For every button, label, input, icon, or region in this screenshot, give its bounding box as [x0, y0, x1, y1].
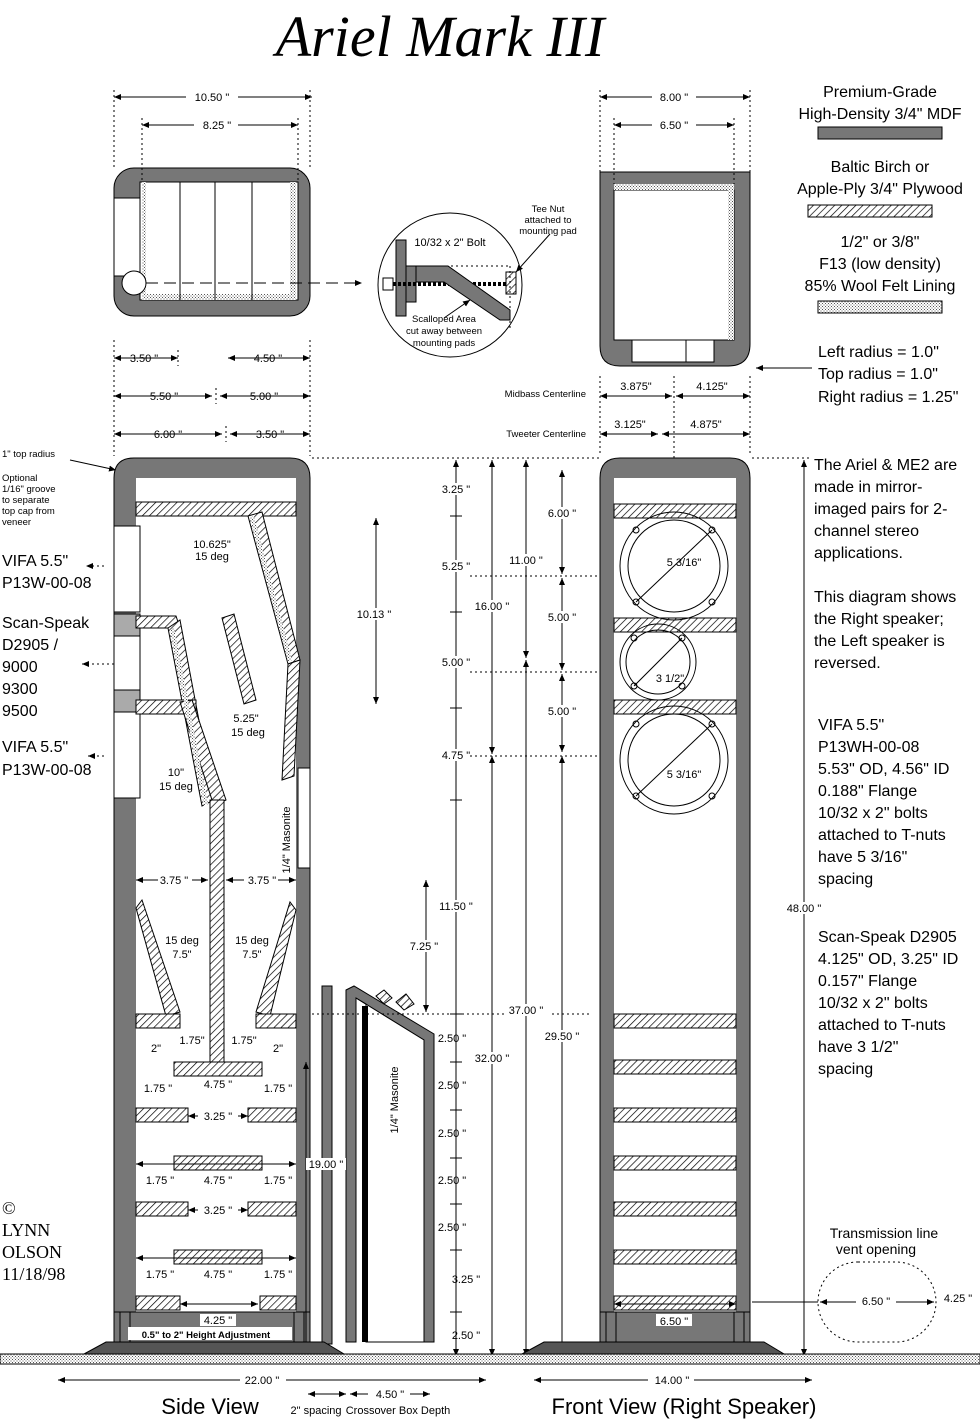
- vent-height: 4.25 ": [943, 1293, 973, 1305]
- legend-ply-2: Apple-Ply 3/4" Plywood: [797, 181, 963, 198]
- signature-date: 11/18/98: [2, 1264, 66, 1284]
- step-7: 2.50 ": [451, 1330, 481, 1342]
- driver-scan-5: 9500: [2, 703, 38, 720]
- dim-front-4125: 4.125": [696, 381, 728, 393]
- step-4: 2.50 ": [437, 1175, 467, 1187]
- note-mirror-5: applications.: [814, 545, 903, 562]
- dim-v-3200: 32.00 ": [474, 1053, 510, 1065]
- step-2: 2.50 ": [437, 1080, 467, 1092]
- width-375b: 3.75 ": [247, 875, 277, 887]
- midbass-centerline: Midbass Centerline: [504, 389, 586, 400]
- dim-side-450: 4.50 ": [253, 353, 283, 365]
- angle-a-1: 15 deg: [165, 935, 199, 947]
- side-view-label: Side View: [161, 1394, 259, 1419]
- legend-felt-2: F13 (low density): [819, 256, 941, 273]
- driver-scan-1: Scan-Speak: [2, 615, 90, 632]
- row2-mid: 3.25 ": [203, 1111, 233, 1123]
- vifa-spec-5: 10/32 x 2" bolts: [818, 805, 928, 822]
- side-top-view: [114, 168, 362, 316]
- angle-525-1: 5.25": [233, 713, 259, 725]
- angle-10-1: 10": [167, 767, 185, 779]
- row4-mid: 3.25 ": [203, 1205, 233, 1217]
- dim-v-3700: 37.00 ": [508, 1005, 544, 1017]
- row3-left: 1.75 ": [145, 1175, 175, 1187]
- driver-scan-3: 9000: [2, 659, 38, 676]
- row1-left: 1.75 ": [143, 1083, 173, 1095]
- masonite-crossover: 1/4" Masonite: [389, 1066, 401, 1134]
- scan-spec-1: Scan-Speak D2905: [818, 929, 957, 946]
- vifa-spec-4: 0.188" Flange: [818, 783, 918, 800]
- row5-right: 1.75 ": [263, 1269, 293, 1281]
- row1-mid: 4.75 ": [203, 1079, 233, 1091]
- legend-mdf-swatch: [818, 127, 942, 139]
- row3-mid: 4.75 ": [203, 1175, 233, 1187]
- radius-left: Left radius = 1.0": [818, 344, 939, 361]
- radius-top: Top radius = 1.0": [818, 366, 938, 383]
- two-inch-spacing: 2" spacing: [290, 1405, 342, 1417]
- front-view-cabinet: [600, 458, 750, 1354]
- scan-spec-5: attached to T-nuts: [818, 1017, 946, 1034]
- driver-vifa-top-2: P13W-00-08: [2, 575, 92, 592]
- floor: [0, 1354, 980, 1364]
- dim-bottom-1400: 14.00 ": [654, 1375, 690, 1387]
- legend-ply-swatch: [808, 205, 932, 217]
- driver-spacing-2: 3 1/2": [655, 673, 685, 685]
- signature-first: LYNN: [2, 1220, 51, 1240]
- dim-side-inner: 8.25 ": [202, 120, 232, 132]
- dim-v-4800: 48.00 ": [786, 903, 822, 915]
- dim-side-350b: 3.50 ": [255, 429, 285, 441]
- vifa-spec-1: VIFA 5.5": [818, 717, 885, 734]
- dim-front-outer: 8.00 ": [659, 92, 689, 104]
- driver-spacing-1: 5 3/16": [666, 557, 702, 569]
- vifa-spec-2: P13WH-00-08: [818, 739, 920, 756]
- vent-caption-1: Transmission line: [829, 1225, 939, 1241]
- detail-scalloped-2: cut away between: [405, 326, 483, 337]
- row3-right: 1.75 ": [263, 1175, 293, 1187]
- tweeter-centerline: Tweeter Centerline: [506, 429, 586, 440]
- dim-f-600: 6.00 ": [547, 508, 577, 520]
- detail-scalloped-3: mounting pads: [412, 338, 476, 349]
- dim-front-inner: 6.50 ": [659, 120, 689, 132]
- scan-spec-6: have 3 1/2": [818, 1039, 899, 1056]
- legend-felt-3: 85% Wool Felt Lining: [804, 278, 956, 295]
- detail-tee-nut-1: Tee Nut: [531, 204, 565, 215]
- width-425: 4.25 ": [203, 1315, 233, 1327]
- note-mirror-4: channel stereo: [814, 523, 919, 540]
- angle-525-2: 15 deg: [231, 727, 265, 739]
- dim-front-3125: 3.125": [614, 419, 646, 431]
- dim-1900: 19.00 ": [308, 1159, 344, 1171]
- dim-side-outer: 10.50 ": [194, 92, 230, 104]
- detail-tee-nut-3: mounting pad: [519, 226, 577, 237]
- angle-b-2: 7.5": [242, 949, 262, 961]
- driver-scan-2: D2905 /: [2, 637, 59, 654]
- width-375a: 3.75 ": [159, 875, 189, 887]
- front-top-view: [600, 172, 750, 366]
- step-3: 2.50 ": [437, 1128, 467, 1140]
- legend-felt-swatch: [818, 301, 942, 313]
- note-mirror-3: imaged pairs for 2-: [814, 501, 948, 518]
- dim-1013: 10.13 ": [356, 609, 392, 621]
- dim-side-550: 5.50 ": [149, 391, 179, 403]
- width-175b: 1.75": [231, 1035, 257, 1047]
- scan-spec-7: spacing: [818, 1061, 874, 1078]
- vifa-spec-6: attached to T-nuts: [818, 827, 946, 844]
- dim-bottom-2200: 22.00 ": [244, 1375, 280, 1387]
- dim-v-325: 3.25 ": [441, 484, 471, 496]
- height-adjustment: 0.5" to 2" Height Adjustment: [141, 1330, 271, 1341]
- diagram-title: Ariel Mark III: [275, 4, 605, 69]
- vifa-spec-8: spacing: [818, 871, 874, 888]
- note-mirror-1: The Ariel & ME2 are: [814, 457, 958, 474]
- dim-f-500a: 5.00 ": [547, 612, 577, 624]
- driver-scan-4: 9300: [2, 681, 38, 698]
- groove-note-2: 1/16" groove: [2, 484, 56, 495]
- legend-ply-1: Baltic Birch or: [830, 159, 930, 176]
- vent-width: 6.50 ": [861, 1296, 891, 1308]
- width-2b: 2": [272, 1043, 284, 1055]
- dim-side-600: 6.00 ": [153, 429, 183, 441]
- row5-left: 1.75 ": [145, 1269, 175, 1281]
- driver-spacing-3: 5 3/16": [666, 769, 702, 781]
- width-175a: 1.75": [179, 1035, 205, 1047]
- note-mirror-2: made in mirror-: [814, 479, 923, 496]
- legend-felt-1: 1/2" or 3/8": [840, 234, 920, 251]
- dim-f-500b: 5.00 ": [547, 706, 577, 718]
- angle-a-2: 7.5": [172, 949, 192, 961]
- detail-tee-nut-2: attached to: [524, 215, 572, 226]
- dim-v-1100: 11.00 ": [509, 555, 543, 567]
- step-6: 3.25 ": [451, 1274, 481, 1286]
- dim-bottom-450: 4.50 ": [375, 1389, 405, 1401]
- crossover-box-depth: Crossover Box Depth: [345, 1405, 451, 1417]
- signature-last: OLSON: [2, 1242, 63, 1262]
- side-view-cabinet: [114, 458, 310, 1354]
- note-right-2: the Right speaker;: [814, 611, 944, 628]
- row5-mid: 4.75 ": [203, 1269, 233, 1281]
- scan-spec-3: 0.157" Flange: [818, 973, 918, 990]
- angle-10625-1: 10.625": [193, 539, 231, 551]
- note-right-3: the Left speaker is: [814, 633, 945, 650]
- note-right-1: This diagram shows: [814, 589, 957, 606]
- step-1: 2.50 ": [437, 1033, 467, 1045]
- dim-v-475: 4.75 ": [441, 750, 471, 762]
- dim-v-525: 5.25 ": [441, 561, 471, 573]
- dim-v-725: 7.25 ": [409, 941, 439, 953]
- dim-v-500a: 5.00 ": [441, 657, 471, 669]
- driver-vifa-bottom-2: P13W-00-08: [2, 762, 92, 779]
- detail-scalloped-1: Scalloped Area: [412, 314, 476, 325]
- groove-note-4: top cap from: [2, 506, 55, 517]
- driver-vifa-top-1: VIFA 5.5": [2, 553, 69, 570]
- vent-caption-2: vent opening: [835, 1241, 917, 1257]
- dim-front-3875: 3.875": [620, 381, 652, 393]
- dim-front-4875: 4.875": [690, 419, 722, 431]
- row1-right: 1.75 ": [263, 1083, 293, 1095]
- legend-mdf-2: High-Density 3/4" MDF: [798, 106, 962, 123]
- top-radius-note: 1" top radius: [2, 449, 56, 460]
- dim-v-2950: 29.50 ": [544, 1031, 580, 1043]
- groove-note-3: to separate: [2, 495, 50, 506]
- note-right-4: reversed.: [814, 655, 881, 672]
- radius-right: Right radius = 1.25": [818, 389, 959, 406]
- groove-note-5: veneer: [2, 517, 32, 528]
- front-view-label: Front View (Right Speaker): [551, 1394, 817, 1419]
- vifa-spec-3: 5.53" OD, 4.56" ID: [818, 761, 950, 778]
- scan-spec-4: 10/32 x 2" bolts: [818, 995, 928, 1012]
- driver-vifa-bottom-1: VIFA 5.5": [2, 739, 69, 756]
- front-vent-width: 6.50 ": [659, 1316, 689, 1328]
- dim-v-1600: 16.00 ": [474, 601, 510, 613]
- angle-b-1: 15 deg: [235, 935, 269, 947]
- signature-copyright: ©: [2, 1198, 16, 1218]
- masonite-side: 1/4" Masonite: [281, 806, 293, 874]
- dim-side-350: 3.50 ": [129, 353, 159, 365]
- dim-side-500: 5.00 ": [249, 391, 279, 403]
- detail-bolt: 10/32 x 2" Bolt: [414, 237, 486, 249]
- scan-spec-2: 4.125" OD, 3.25" ID: [818, 951, 959, 968]
- groove-note-1: Optional: [2, 473, 38, 484]
- dim-v-1150: 11.50 ": [439, 901, 473, 913]
- angle-10625-2: 15 deg: [195, 551, 229, 563]
- vifa-spec-7: have 5 3/16": [818, 849, 908, 866]
- step-5: 2.50 ": [437, 1222, 467, 1234]
- angle-10-2: 15 deg: [159, 781, 193, 793]
- width-2a: 2": [150, 1043, 162, 1055]
- legend-mdf-1: Premium-Grade: [823, 84, 937, 101]
